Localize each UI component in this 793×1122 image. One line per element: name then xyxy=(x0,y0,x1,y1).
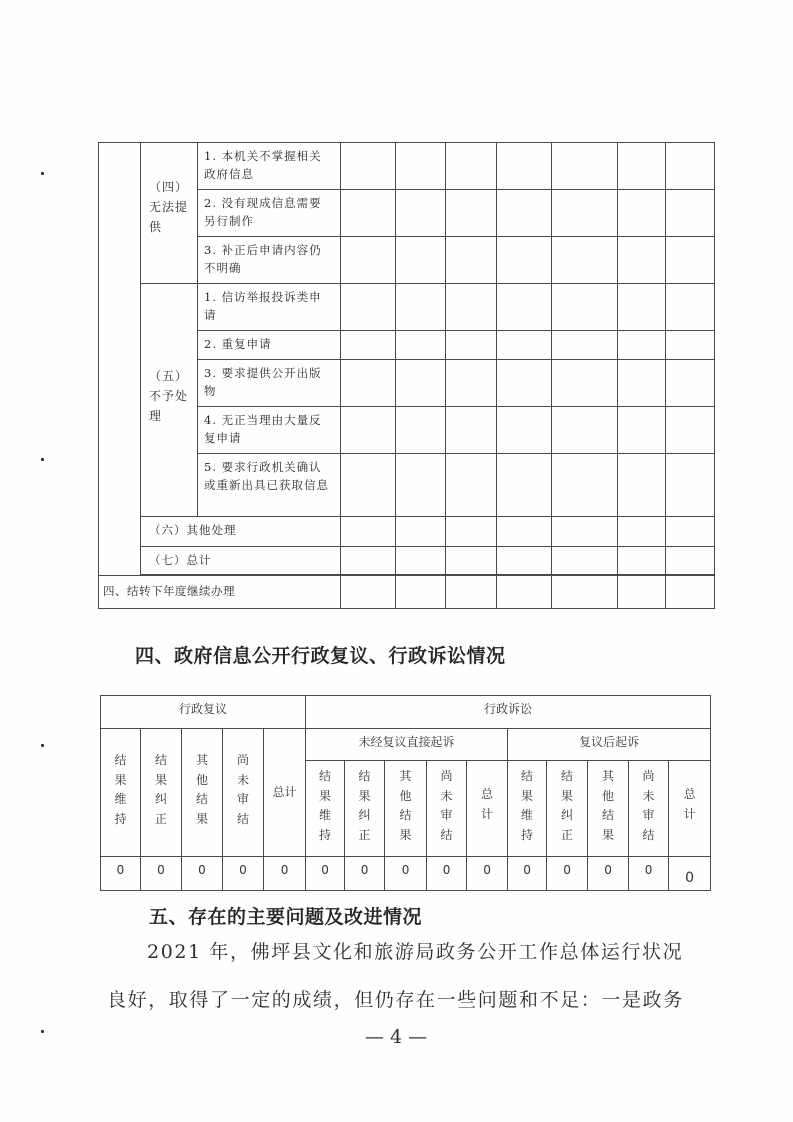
data-cell xyxy=(666,143,715,190)
row-label: 3. 要求提供公开出版物 xyxy=(198,360,341,407)
data-cell xyxy=(446,517,497,547)
direct-pending-header: 尚未审结 xyxy=(427,761,467,857)
data-cell xyxy=(396,547,446,575)
data-cell xyxy=(618,407,666,454)
after-upheld-header: 结果维持 xyxy=(508,761,547,857)
value-cell: 0 xyxy=(669,857,711,891)
row-label: 1. 信访举报投诉类申请 xyxy=(198,284,341,331)
data-cell xyxy=(446,407,497,454)
row-label: 5. 要求行政机关确认或重新出具已获取信息 xyxy=(198,454,341,517)
data-cell xyxy=(446,284,497,331)
data-cell xyxy=(552,454,618,517)
data-cell xyxy=(341,547,396,575)
data-cell xyxy=(552,517,618,547)
data-cell xyxy=(497,331,552,360)
litigation-header: 行政诉讼 xyxy=(306,696,711,729)
direct-other-header: 其他结果 xyxy=(385,761,427,857)
data-cell xyxy=(618,237,666,284)
data-cell xyxy=(497,407,552,454)
after-total-header: 总计 xyxy=(669,761,711,857)
row-label: 1. 本机关不掌握相关政府信息 xyxy=(198,143,341,190)
data-cell xyxy=(666,517,715,547)
direct-suit-header: 未经复议直接起诉 xyxy=(306,729,508,761)
data-cell xyxy=(396,517,446,547)
table-row xyxy=(99,576,715,609)
group-5-label: （五）不予处理 xyxy=(149,369,189,423)
data-cell xyxy=(666,576,715,609)
row-label: 2. 重复申请 xyxy=(198,331,341,360)
header-row xyxy=(101,696,711,729)
value-cell: 0 xyxy=(101,857,141,891)
data-cell xyxy=(618,454,666,517)
data-cell xyxy=(497,237,552,284)
review-other-header: 其他结果 xyxy=(182,729,223,857)
value-cell: 0 xyxy=(588,857,629,891)
group-5-label-cell xyxy=(141,284,198,517)
data-cell xyxy=(341,454,396,517)
data-cell xyxy=(396,454,446,517)
row-label: 2. 没有现成信息需要另行制作 xyxy=(198,190,341,237)
data-cell xyxy=(618,143,666,190)
page-number: — 4 — xyxy=(365,1026,428,1048)
data-cell xyxy=(341,331,396,360)
row-label: （七）总计 xyxy=(141,547,341,575)
data-cell xyxy=(396,576,446,609)
review-corrected-header: 结果纠正 xyxy=(141,729,182,857)
value-cell: 0 xyxy=(345,857,385,891)
value-cell: 0 xyxy=(223,857,264,891)
data-cell xyxy=(497,360,552,407)
data-cell xyxy=(618,517,666,547)
direct-upheld-header: 结果维持 xyxy=(306,761,345,857)
direct-total-header: 总计 xyxy=(467,761,508,857)
table-row xyxy=(99,143,715,190)
data-cell xyxy=(341,517,396,547)
after-review-header: 复议后起诉 xyxy=(508,729,711,761)
section-5-heading: 五、存在的主要问题及改进情况 xyxy=(149,906,423,928)
value-cell: 0 xyxy=(264,857,306,891)
data-cell xyxy=(446,331,497,360)
row-label: （六）其他处理 xyxy=(141,517,341,547)
binding-hole-mark xyxy=(41,1030,44,1033)
data-cell xyxy=(396,331,446,360)
binding-hole-mark xyxy=(41,744,44,747)
data-cell xyxy=(618,547,666,575)
section-4-heading: 四、政府信息公开行政复议、行政诉讼情况 xyxy=(135,645,506,667)
data-cell xyxy=(497,284,552,331)
data-cell xyxy=(341,284,396,331)
data-cell xyxy=(446,454,497,517)
data-cell xyxy=(446,360,497,407)
group-4-label-cell xyxy=(141,143,198,284)
data-cell xyxy=(618,576,666,609)
data-cell xyxy=(666,547,715,575)
data-cell xyxy=(446,547,497,575)
data-cell xyxy=(618,360,666,407)
review-total-header: 总计 xyxy=(264,729,306,857)
data-cell xyxy=(446,143,497,190)
binding-hole-mark xyxy=(41,172,44,175)
data-cell xyxy=(341,407,396,454)
value-cell: 0 xyxy=(427,857,467,891)
table-row xyxy=(99,547,715,575)
body-paragraph-line: 2021 年，佛坪县文化和旅游局政务公开工作总体运行状况 xyxy=(147,941,684,963)
data-cell xyxy=(552,576,618,609)
data-cell xyxy=(341,190,396,237)
data-cell xyxy=(552,547,618,575)
data-cell xyxy=(446,190,497,237)
data-cell xyxy=(618,331,666,360)
value-cell: 0 xyxy=(629,857,669,891)
data-cell xyxy=(341,360,396,407)
table-row xyxy=(99,284,715,331)
data-cell xyxy=(497,576,552,609)
data-cell xyxy=(396,237,446,284)
value-cell: 0 xyxy=(182,857,223,891)
data-cell xyxy=(666,360,715,407)
review-pending-header: 尚未审结 xyxy=(223,729,264,857)
data-cell xyxy=(618,284,666,331)
data-cell xyxy=(396,360,446,407)
value-cell: 0 xyxy=(467,857,508,891)
after-corrected-header: 结果纠正 xyxy=(547,761,588,857)
data-cell xyxy=(666,237,715,284)
value-cell: 0 xyxy=(508,857,547,891)
data-cell xyxy=(396,284,446,331)
data-cell xyxy=(396,143,446,190)
review-litigation-table xyxy=(100,695,711,891)
row-label: 3. 补正后申请内容仍不明确 xyxy=(198,237,341,284)
outer-category-cell xyxy=(99,143,141,576)
data-cell xyxy=(552,237,618,284)
values-row xyxy=(101,857,711,891)
data-cell xyxy=(341,143,396,190)
data-cell xyxy=(666,454,715,517)
data-cell xyxy=(341,237,396,284)
data-cell xyxy=(552,360,618,407)
value-cell: 0 xyxy=(306,857,345,891)
data-cell xyxy=(552,407,618,454)
value-cell: 0 xyxy=(547,857,588,891)
table-row xyxy=(99,517,715,547)
data-cell xyxy=(618,190,666,237)
data-cell xyxy=(497,143,552,190)
data-cell xyxy=(396,407,446,454)
disposition-table xyxy=(98,142,715,609)
data-cell xyxy=(497,190,552,237)
data-cell xyxy=(446,576,497,609)
data-cell xyxy=(396,190,446,237)
header-row xyxy=(101,729,711,761)
data-cell xyxy=(666,407,715,454)
after-other-header: 其他结果 xyxy=(588,761,629,857)
data-cell xyxy=(497,454,552,517)
value-cell: 0 xyxy=(385,857,427,891)
data-cell xyxy=(666,190,715,237)
data-cell xyxy=(497,517,552,547)
review-upheld-header: 结果维持 xyxy=(101,729,141,857)
data-cell xyxy=(666,331,715,360)
after-pending-header: 尚未审结 xyxy=(629,761,669,857)
data-cell xyxy=(552,143,618,190)
group-4-label: （四）无法提供 xyxy=(149,180,189,234)
data-cell xyxy=(666,284,715,331)
data-cell xyxy=(552,284,618,331)
review-header: 行政复议 xyxy=(101,696,306,729)
value-cell: 0 xyxy=(141,857,182,891)
row-label: 四、结转下年度继续办理 xyxy=(99,576,341,609)
data-cell xyxy=(446,237,497,284)
data-cell xyxy=(497,547,552,575)
direct-corrected-header: 结果纠正 xyxy=(345,761,385,857)
binding-hole-mark xyxy=(41,458,44,461)
data-cell xyxy=(341,576,396,609)
data-cell xyxy=(552,331,618,360)
data-cell xyxy=(552,190,618,237)
row-label: 4. 无正当理由大量反复申请 xyxy=(198,407,341,454)
body-paragraph-line: 良好，取得了一定的成绩，但仍存在一些问题和不足：一是政务 xyxy=(107,989,684,1011)
